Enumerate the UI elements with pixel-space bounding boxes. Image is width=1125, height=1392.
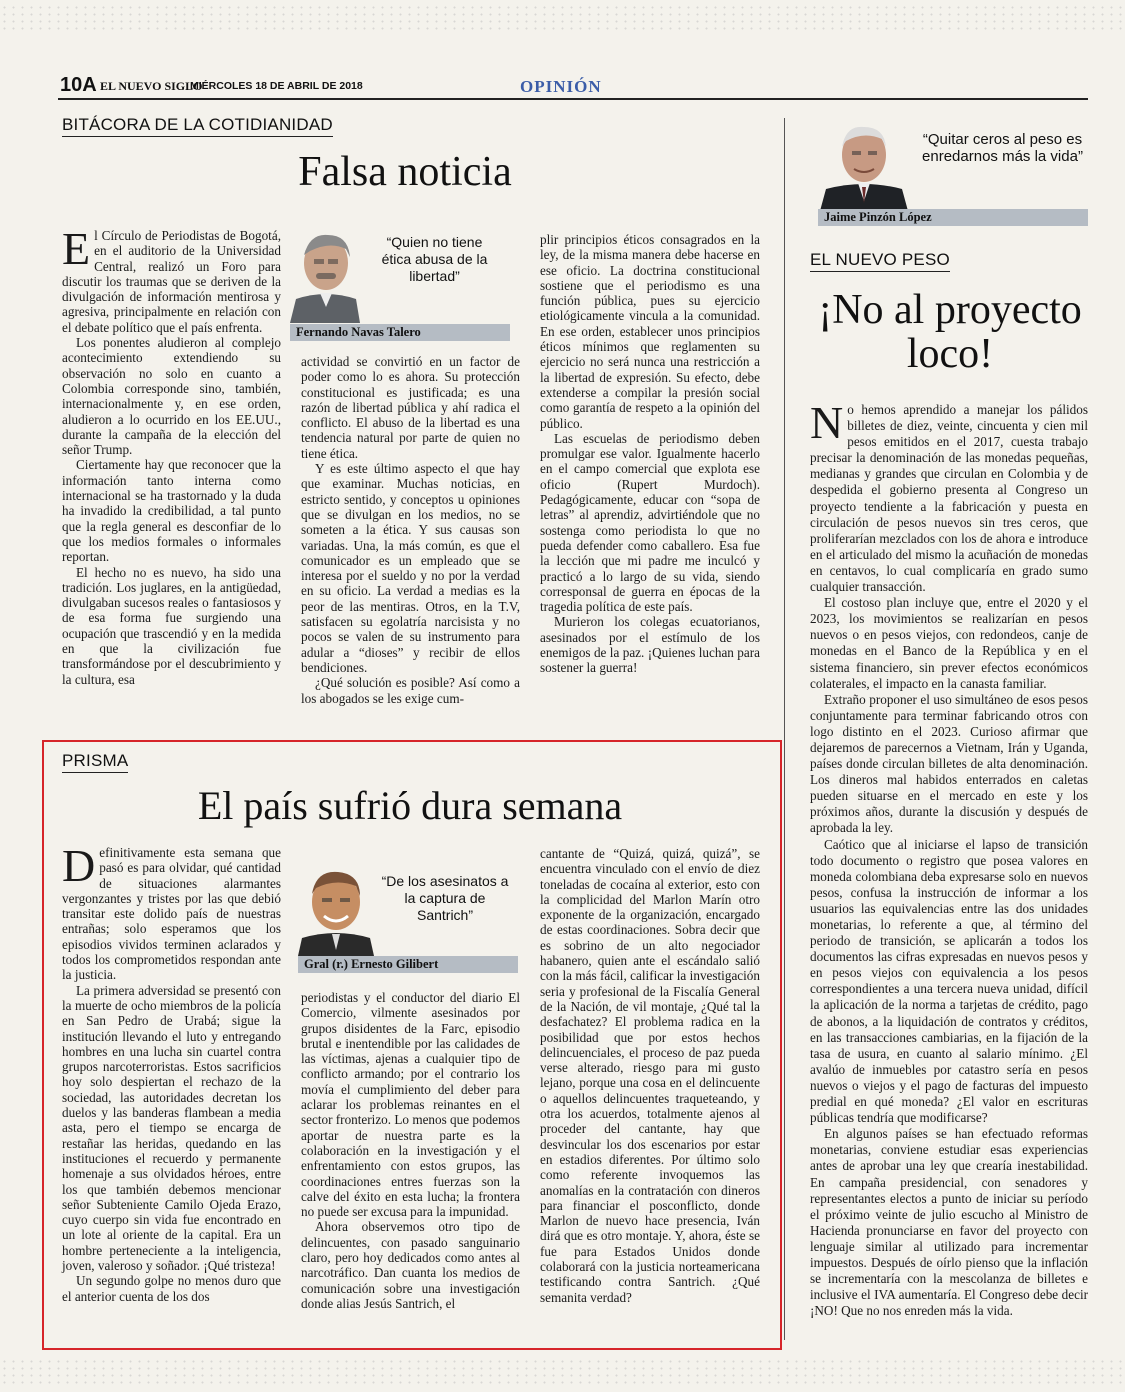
paragraph: Un segundo golpe no menos duro que el anterior cuenta de los dos (62, 1273, 281, 1304)
article3-col (810, 397, 1088, 1319)
paragraph: Ahora observemos otro tipo de delincuentes, con pasado sanguinario claro, pero hoy dedicados como antes al narcotráfico. Dan cuanta los medios de comunicación sobre una investigación donde alias Jesús Santrich, el (301, 1219, 520, 1311)
scan-noise-bottom (0, 1358, 1125, 1386)
page-number: 10A (60, 74, 97, 96)
pull-quote-pinzon: “Quitar ceros al peso es enredarnos más la vida” (922, 131, 1083, 165)
paragraph: La primera adversidad se presentó con la muerte de ocho miembros de la policía en San Pedro de Urabá; sigue la institución llevando el luto y entregando hombres en una lucha sin cuartel contra grupos narcoterroristas. Estos sacrificios hoy solo despiertan el rechazo de la sociedad, las autoridades decretan los duelos y las banderas flambean a media asta, pero el tiempo se encarga de restañar las heridas, quedando en las instituciones el recuerdo y permanente homenaje a sus olvidados héroes, entre los que también debemos mencionar señor Subteniente Camilo Ojeda Erazo, cuyo cuerpo sin vida fue encontrado en un lote al oriente de la capital. Era un hombre perteneciente a la inteligencia, joven, valeroso y soñador. ¡Qué tristeza! (62, 982, 281, 1274)
paragraph: periodistas y el conductor del diario El Comercio, vilmente asesinados por grupos disidentes de la Farc, episodio brutal e inentendible por las calidades de las víctimas, ajenas a cualquier tipo de conflicto armando; por el contrario los movía el cumplimiento del deber para aclarar los problemas reinantes en el sector fronterizo. Lo menos que podemos aportar de nuestra parte es la colaboración en la investigación y el enfrentamiento con estos grupos, las coordinaciones entres fuerzas son la calve del éxito en esta lucha; la frontera no puede ser excusa para la impunidad. (301, 990, 520, 1220)
paragraph: El costoso plan incluye que, entre el 2020 y el 2023, los movimientos se realizarían en pesos nuevos o en pesos viejos, con redondeos, canje de monedas en el Banco de la República y en el sistema financiero, sin prever efectos económicos colaterales, el impacto en la canasta familiar. (810, 595, 1088, 691)
paragraph: Caótico que al iniciarse el lapso de transición todo documento o registro que posea valores en moneda colombiana deba expresarse solo en nuevos pesos, confusa la instrucción de informar a los usuarios las equivalencias entre las dos unidades monetarias, lo referente a que, al término del periodo de transición, se aplicarán a todos los documentos las cifras expresadas en nuevos pesos y en pesos viejos con equivalencia a los pesos correspondientes a una tercera nueva unidad, difícil la aplicación de la norma a tarjetas de crédito, pago de abonos, a la liquidación de contratos y créditos, en las transacciones cambiarias, en la fijación de la tasa de usura, en cuanto al salario mínimo. ¿El avalúo de inmuebles por catastro sería en pesos nuevos o viejos y el pago de facturas del impuesto predial en qué moneda? ¿El valor en escrituras públicas tendría que modificarse? (810, 836, 1088, 1126)
pull-quote-gilibert: “De los asesinatos a la captura de Santrich” (381, 873, 509, 923)
paragraph: actividad se convirtió en un factor de poder como lo es ahora. Su protección constitucional es justificada; es una razón de libertad pública y ahí radica el conflicto. El abuso de la libertad es una tendencia natural por parte de quien no tiene ética. (301, 354, 520, 461)
dropcap: N (810, 397, 844, 448)
headline-falsa-noticia: Falsa noticia (298, 149, 512, 195)
paragraph: o hemos aprendido a manejar los pálidos billetes de diez, veinte, cincuenta y cien mil pesos emitidos en el 2017, cuesta trabajo precisar la denominación de las monedas pequeñas, medianas y grandes que circulan en Colombia y de despedida el gobierno presenta al Congreso un proyecto tendiente a la fabricación y puesta en circulación de pesos nuevos sin tres ceros, que proliferarían mezclados con los de ahora e introduce en el articulado del mismo la acuñación de monedas en centavos, lo cual complicaría en grado sumo cualquier transacción. (810, 402, 1088, 595)
dropcap: D (62, 840, 96, 891)
section-label-bitacora: BITÁCORA DE LA COTIDIANIDAD (62, 115, 333, 137)
section-label-prisma: PRISMA (62, 751, 128, 773)
article1-col2 (301, 354, 520, 706)
issue-date: MIÉRCOLES 18 DE ABRIL DE 2018 (190, 80, 363, 92)
paragraph: En algunos países se han efectuado reformas monetarias, conviene estudiar esas experiencias antes de aprobar una ley que crearía inestabilidad. En campaña presidencial, con senadores y representantes electos a punto de iniciar su período el próximo veinte de julio escucho al Ministro de Hacienda pronunciarse en favor del proyecto con lenguaje similar al utilizado para incrementar impuestos. Después de oírlo pienso que la inflación se incrementaría con la mescolanza de billetes e inclusive el IVA aumentaría. El Congreso debe decir ¡NO! Que no nos enreden más la vida. (810, 1126, 1088, 1319)
dropcap: E (62, 223, 91, 274)
author-photo-gilibert (298, 860, 374, 956)
author-name-pinzon: Jaime Pinzón López (818, 209, 1088, 226)
author-photo-navas (290, 225, 360, 323)
author-name-gilibert: Gral (r.) Ernesto Gilibert (298, 956, 518, 973)
paragraph: l Círculo de Periodistas de Bogotá, en el auditorio de la Universidad Central, realizó un Foro para discutir los traumas que se deriven de la divulgación de información mentirosa y agresiva, principalmente en relación con el debate político que el país enfrenta. (62, 228, 281, 335)
paragraph: Las escuelas de periodismo deben promulgar ese valor. Igualmente hacerlo en el campo comercial que explota ese oficio (Rupert Murdoch). Pedagógicamente, educar con “sopa de letras” al aprendiz, advirtiéndole que no sostenga como periodista lo que no pueda defender como caballero. Esa fue la lección que mi padre me inculcó y practicó a lo largo de su vida, siendo corresponsal de guerra en épocas de la tragedia política de este país. (540, 430, 760, 615)
headline-el-pais-sufrio: El país sufrió dura semana (197, 783, 623, 828)
column-divider (784, 118, 785, 1340)
article2-col2 (301, 990, 520, 1311)
author-photo-pinzon (818, 117, 908, 211)
article1-col3 (540, 232, 760, 676)
paragraph: ¿Qué solución es posible? Así como a los abogados se les exige cum- (301, 675, 520, 706)
article2-col3 (540, 846, 760, 1305)
paragraph: Y es este último aspecto el que hay que examinar. Muchas noticias, en estricto sentido, y conceptos u opiniones que se divulgan en los medios, no se someten a la ética. Y sus causas son variadas. Una, la más común, es que el comunicador es un empleado que se interesa por el sueldo y no por la verdad en su oficio. La verdad a medias es la peor de las mentiras. Otros, en la T.V, satisfacen su egolatría narcisista y no pocos se valen de su instrumento para adular a “dioses” y recibir de ellos bendiciones. (301, 461, 520, 675)
headline-no-al-proyecto: ¡No al proyecto loco! (818, 287, 1082, 378)
article2-col1 (62, 840, 281, 1304)
author-name-navas: Fernando Navas Talero (290, 324, 510, 341)
section-opinion: OPINIÓN (520, 77, 602, 96)
paragraph: plir principios éticos consagrados en la ley, de la misma manera debe hacerse en ese oficio. La doctrina constitucional sostiene que el periodismo es una función pública, pues su ejercicio etiológicamente vincula a la comunidad. En ese orden, establecer unos principios éticos mínimos que reglamenten su ejercicio no será nunca una restricción a la libertad de expresión. Su efecto, debe extenderse a compilar la presión social como garantía de respeto a la opinión del público. (540, 232, 760, 431)
newspaper-name: EL NUEVO SIGLO (100, 79, 203, 93)
paragraph: cantante de “Quizá, quizá, quizá”, se encuentra vinculado con el envío de diez toneladas de cocaína al exterior, esto con la complicidad del Marlon Marín otro exponente de la organización, encargado de estas coordinaciones. Sobra decir que es sobrino de un alto negociador habanero, quien ante el escándalo salió con la más fácil, calificar la investigación seria y profesional de la Fiscalía General de la Nación, de vil montaje, ¿Qué tal la desfachatez? El problema radica en la posibilidad que por estos hechos delincuenciales, el proceso de paz pueda verse alterado, riesgo para mi gusto lejano, porque una cosa en el delincuente o aquellos delincuentes traqueteando, y otra los acuerdos, totalmente ajenos al proceder del cantante, hay que desvincular los dos escenarios por estar en estadios diferentes. Por último solo como referente invoquemos las anomalías en la contratación con dineros para financiar el posconflicto, donde Marlon de nuevo hace presencia, Iván dirá que es otro montaje. Y, ahora, éste se fue para Estados Unidos donde colaborará con la justicia norteamericana testificando contra Santrich. ¿Qué semanita verdad? (540, 846, 760, 1305)
section-label-nuevo-peso: EL NUEVO PESO (810, 250, 950, 272)
paragraph: efinitivamente esta semana que pasó es para olvidar, qué cantidad de situaciones alarmantes vergonzantes y tristes por las que debió transitar este dolido país de nuestras entrañas; solo esperamos que los episodios vividos terminen aclarados y todos los comprometidos respondan ante la justicia. (62, 845, 281, 983)
paragraph: Murieron los colegas ecuatorianos, asesinados por el estímulo de los enemigos de la paz. ¡Quienes luchan para sostener la guerra! (540, 614, 760, 676)
paragraph: Los ponentes aludieron al complejo acontecimiento extendiendo su observación no solo en cuanto a Colombia corresponde sino, también, internacionalmente y, en ese orden, aludieron a lo ocurrido en los EE.UU., durante la campaña de la elección del señor Trump. (62, 335, 281, 458)
pull-quote-navas: “Quien no tiene ética abusa de la libertad” (381, 234, 488, 284)
paragraph: Extraño proponer el uso simultáneo de esos pesos conjuntamente para terminar fabricando otros con logo distinto en el 2023. Curioso afirmar que dejaremos de parecernos a Vietnam, Irán y Uganda, países donde circulan billetes de alta denominación. Los dineros mal habidos enterrados en caletas pueden situarse en el mercado en este y los próximos años, durante la discusión y después de aprobada la ley. (810, 691, 1088, 836)
paragraph: El hecho no es nuevo, ha sido una tradición. Los juglares, en la antigüedad, divulgaban sucesos reales o fantasiosos y de esa forma fue surgiendo una ocupación que trascendió y en la medida en que la civilización fue transformándose por el descubrimiento y la cultura, esa (62, 564, 281, 687)
scan-noise-top (0, 4, 1125, 32)
paragraph: Ciertamente hay que reconocer que la información tanto interna como internacional se ha trastornado y la duda ha invadido la credibilidad, a tal punto que la regla general es desconfiar de lo que los medios formales o informales reportan. (62, 457, 281, 565)
header-rule (58, 98, 1088, 100)
article1-col1 (62, 223, 281, 687)
